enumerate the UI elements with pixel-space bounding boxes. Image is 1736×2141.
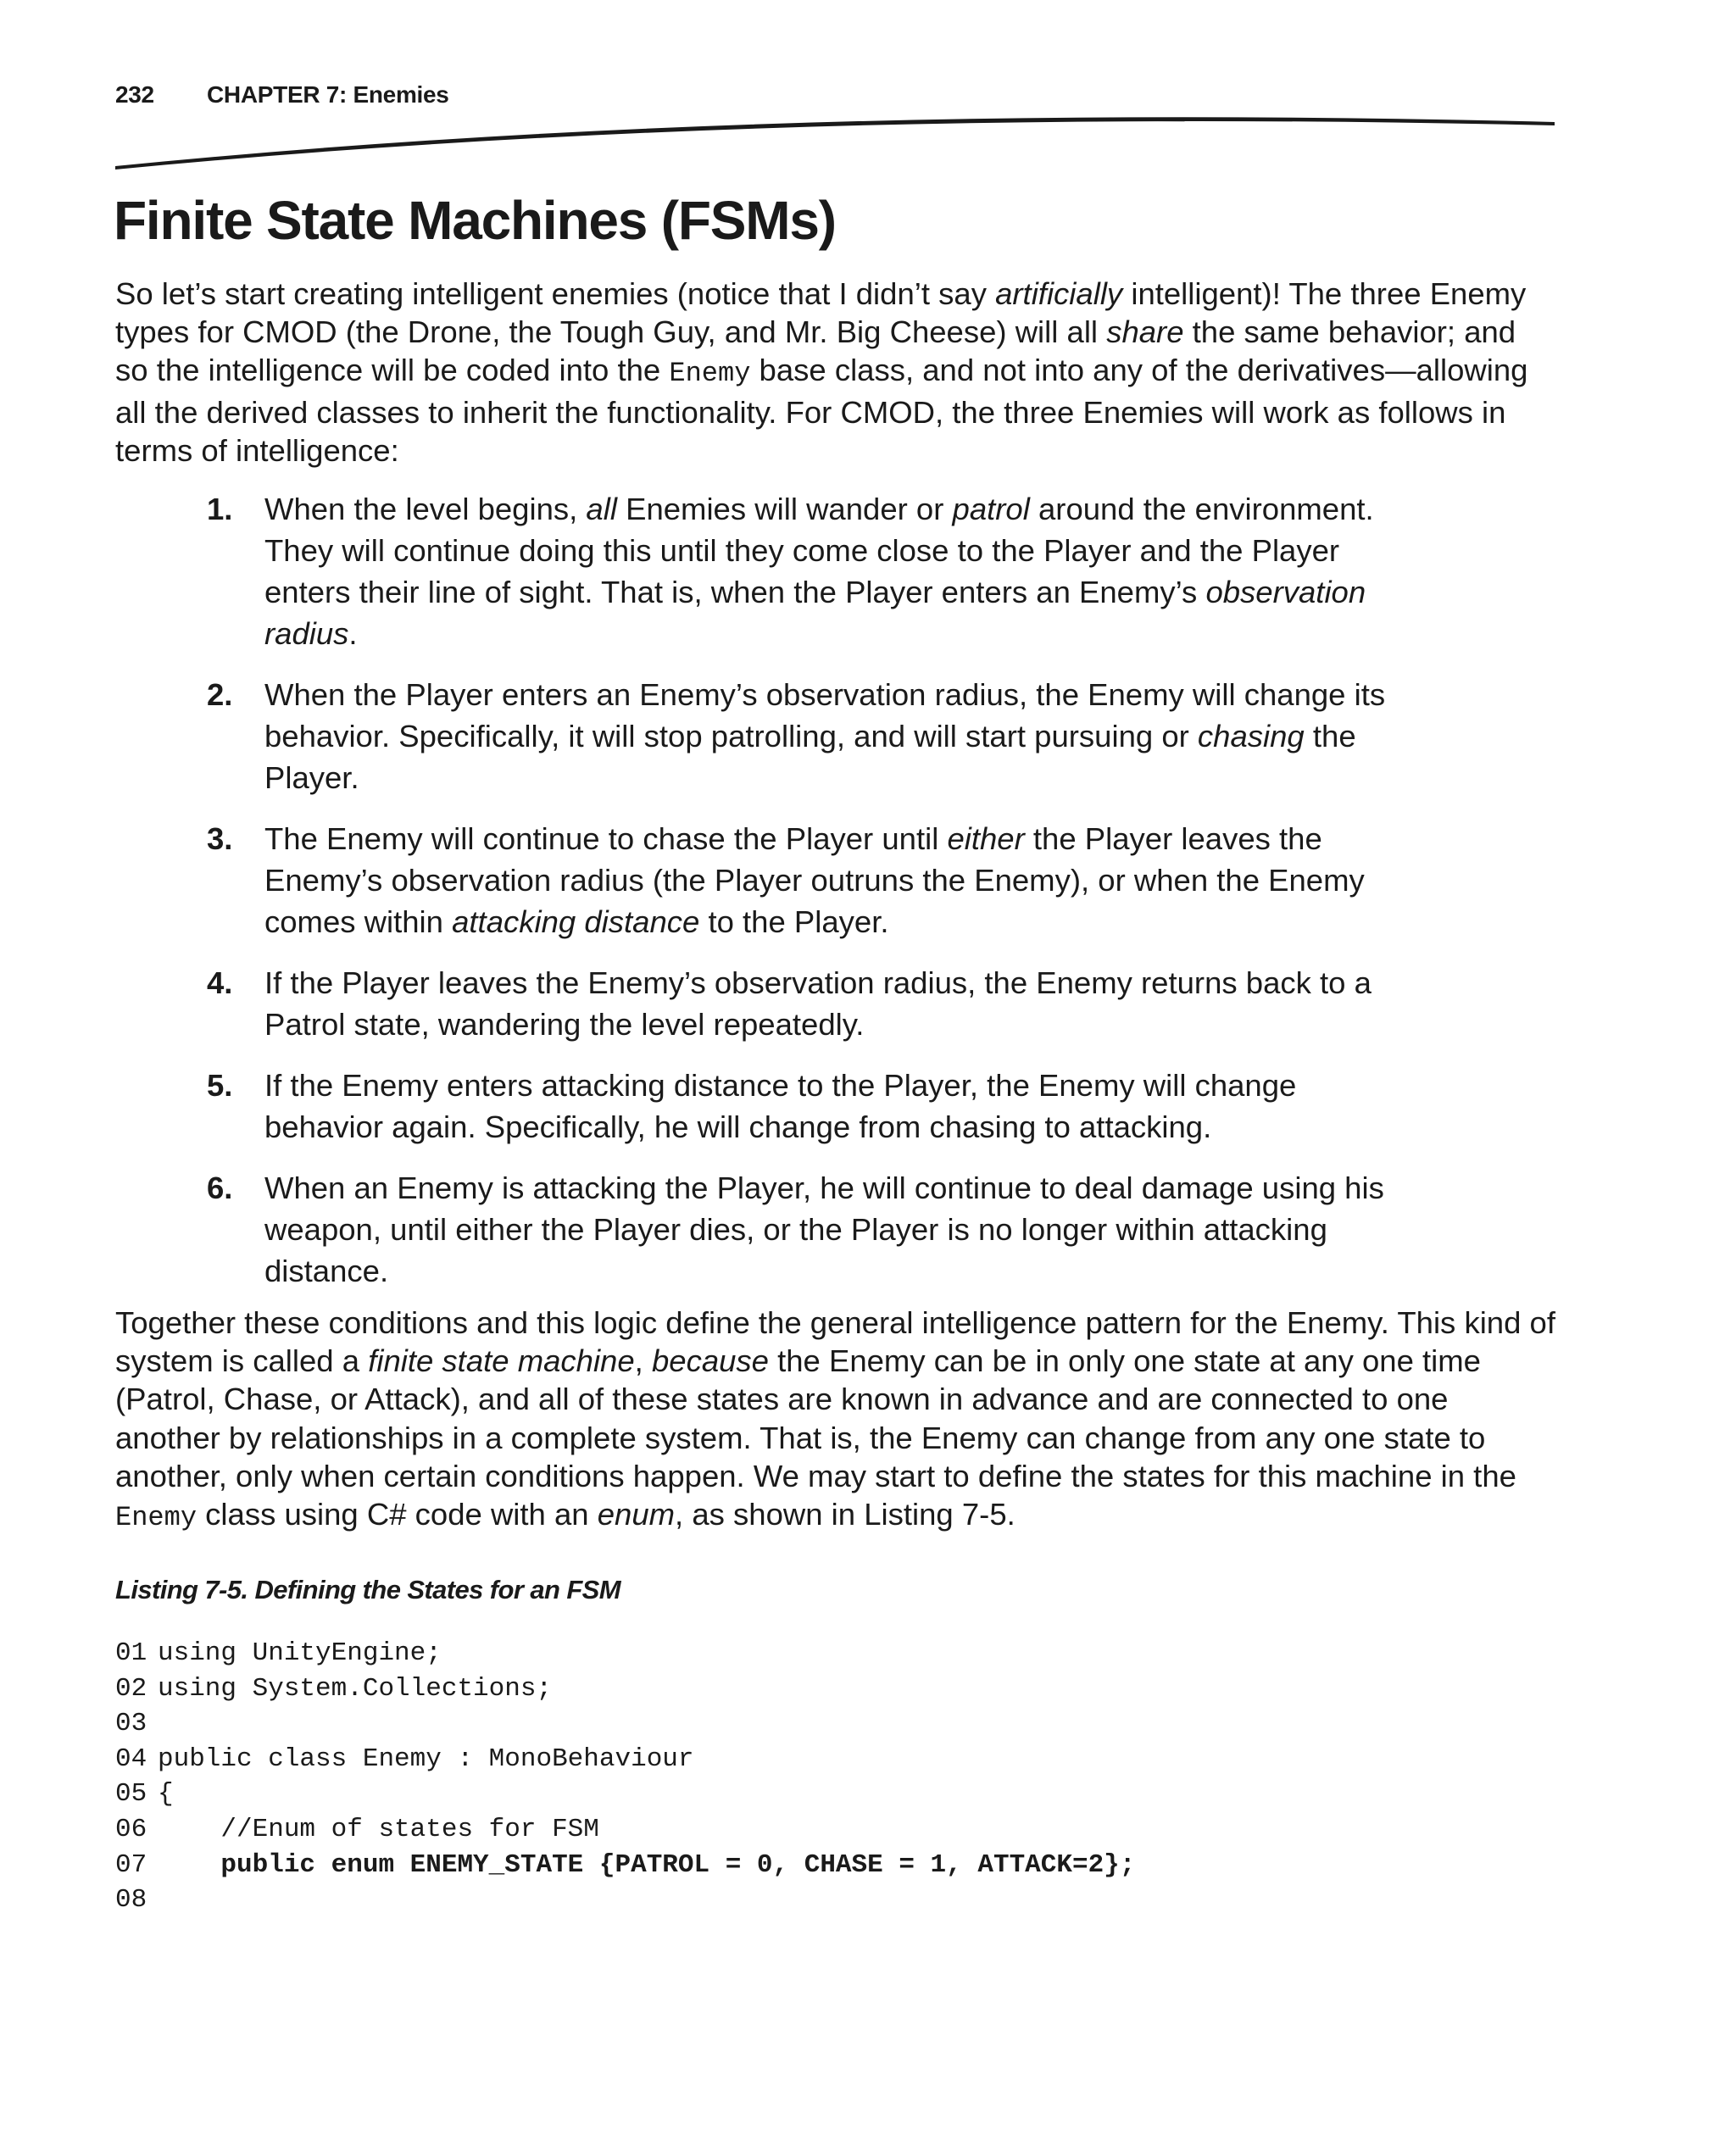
inline-code-enemy: Enemy (669, 358, 751, 390)
code-line: 02 using System.Collections; (115, 1673, 553, 1704)
code-line: 01 using UnityEngine; (115, 1638, 442, 1668)
code-line: 03 (115, 1709, 147, 1739)
behavior-steps-list (0, 488, 1441, 1311)
code-line-highlighted: 07 public enum ENEMY_STATE {PATROL = 0, CHASE = 1, ATTACK=2}; (115, 1849, 1136, 1880)
code-line: 05 { (115, 1779, 174, 1810)
intro-paragraph: So let’s start creating intelligent enemies (notice that I didn’t say artificially intelligent)! The three Enemy types for CMOD (the Drone, the Tough Guy, and Mr. Big Cheese) will all share the same behavior; and so the intelligence will be coded into the Enemy base class, and not into any of the derivatives—allowing all the derived classes to inherit the functionality. For CMOD, the three Enemies will work as follows in terms of intelligence: (115, 276, 1528, 468)
list-item: 1. When the level begins, all Enemies will wander or patrol around the environment. They will continue doing this until they come close to the Player and the Player enters their line of sight. That is, when the Player enters an Enemy’s observation radius. (207, 492, 1374, 651)
page-number: 232 (115, 81, 154, 108)
list-item: 4. If the Player leaves the Enemy’s observation radius, the Enemy returns back to a Patrol state, wandering the level repeatedly. (207, 965, 1372, 1042)
section-title: Finite State Machines (FSMs) (114, 190, 836, 251)
listing-caption: Listing 7-5. Defining the States for an FSM (115, 1575, 620, 1604)
summary-paragraph: Together these conditions and this logic define the general intelligence pattern for the Enemy. This kind of system is called a finite state machine, because the Enemy can be in only one state at any one time (Patrol, Chase, or Attack), and all of these states are known in advance and are connected to one another by relationships in a complete system. That is, the Enemy can change from any one state to another, only when certain conditions happen. We may start to define the states for this machine in the Enemy class using C# code with an enum, as shown in Listing 7-5. (115, 1305, 1555, 1534)
list-item: 6. When an Enemy is attacking the Player, he will continue to deal damage using his weapon, until either the Player dies, or the Player is no longer within attacking distance. (207, 1171, 1384, 1288)
list-item: 5. If the Enemy enters attacking distance to the Player, the Enemy will change behavior again. Specifically, he will change from chasing to attacking. (207, 1068, 1297, 1144)
inline-code-enemy-2: Enemy (115, 1502, 198, 1534)
list-item: 2. When the Player enters an Enemy’s observation radius, the Enemy will change its behavior. Specifically, it will stop patrolling, and will start pursuing or chasing the Player. (207, 677, 1386, 795)
code-line: 04 public class Enemy : MonoBehaviour (115, 1743, 694, 1774)
code-line: 06 //Enum of states for FSM (115, 1814, 599, 1844)
code-listing (115, 1636, 1135, 1918)
header-swoosh-rule (0, 0, 1736, 186)
code-line: 08 (115, 1885, 147, 1916)
list-item: 3. The Enemy will continue to chase the Player until either the Player leaves the Enemy’s observation radius (the Player outruns the Enemy), or when the Enemy comes within attacking distance to the Player. (207, 821, 1365, 939)
chapter-title: CHAPTER 7: Enemies (207, 81, 449, 108)
